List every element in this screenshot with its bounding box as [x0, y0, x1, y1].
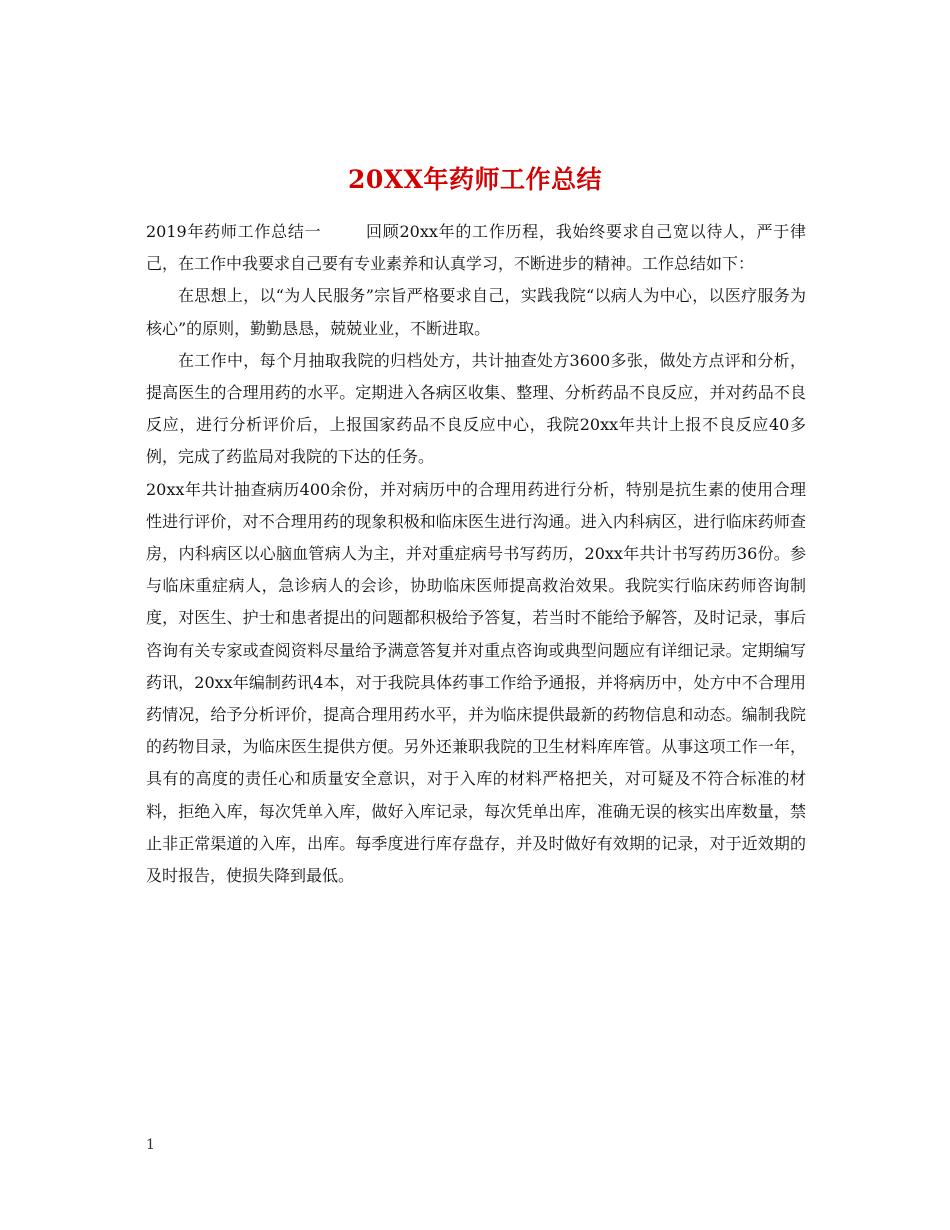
- page-number: 1: [146, 1137, 155, 1153]
- intro-text: 回顾20xx年的工作历程，我始终要求自己宽以待人，严于律己，在工作中我要求自己要有专业素养和认真学习，不断进步的精神。工作总结如下：: [146, 222, 806, 274]
- intro-paragraph: [146, 216, 806, 280]
- body-paragraph-records: 20xx年共计抽查病历400余份，并对病历中的合理用药进行分析，特别是抗生素的使用合理性进行评价，对不合理用药的现象积极和临床医生进行沟通。进入内科病区，进行临床药师查房，内科病区以心脑血管病人为主，并对重症病号书写药历，20xx年共计书写药历36份。参与临床重症病人，急诊病人的会诊，协助临床医师提高救治效果。我院实行临床药师咨询制度，对医生、护士和患者提出的问题都积极给予答复，若当时不能给予解答，及时记录，事后咨询有关专家或查阅资料尽量给予满意答复并对重点咨询或典型问题应有详细记录。定期编写药讯，20xx年编制药讯4本，对于我院具体药事工作给予通报，并将病历中，处方中不合理用药情况，给予分析评价，提高合理用药水平，并为临床提供最新的药物信息和动态。编制我院的药物目录，为临床医生提供方便。另外还兼职我院的卫生材料库库管。从事这项工作一年，具有的高度的责任心和质量安全意识，对于入库的材料严格把关，对可疑及不符合标准的材料，拒绝入库，每次凭单入库，做好入库记录，每次凭单出库，准确无误的核实出库数量，禁止非正常渠道的入库，出库。每季度进行库存盘存，并及时做好有效期的记录，对于近效期的及时报告，使损失降到最低。: [146, 479, 806, 886]
- intro-label: 2019年药师工作总结一: [146, 222, 322, 241]
- body-paragraph-thought: 在思想上，以“为人民服务”宗旨严格要求自己，实践我院“以病人为中心，以医疗服务为核心”的原则，勤勤恳恳，兢兢业业，不断进取。: [146, 286, 806, 338]
- document-body: [146, 216, 806, 892]
- body-paragraph-work: 在工作中，每个月抽取我院的归档处方，共计抽查处方3600多张，做处方点评和分析，提高医生的合理用药的水平。定期进入各病区收集、整理、分析药品不良反应，并对药品不良反应，进行分析评价后，上报国家药品不良反应中心，我院20xx年共计上报不良反应40多例，完成了药监局对我院的下达的任务。: [146, 350, 806, 467]
- document-title: 20XX年药师工作总结: [347, 164, 603, 194]
